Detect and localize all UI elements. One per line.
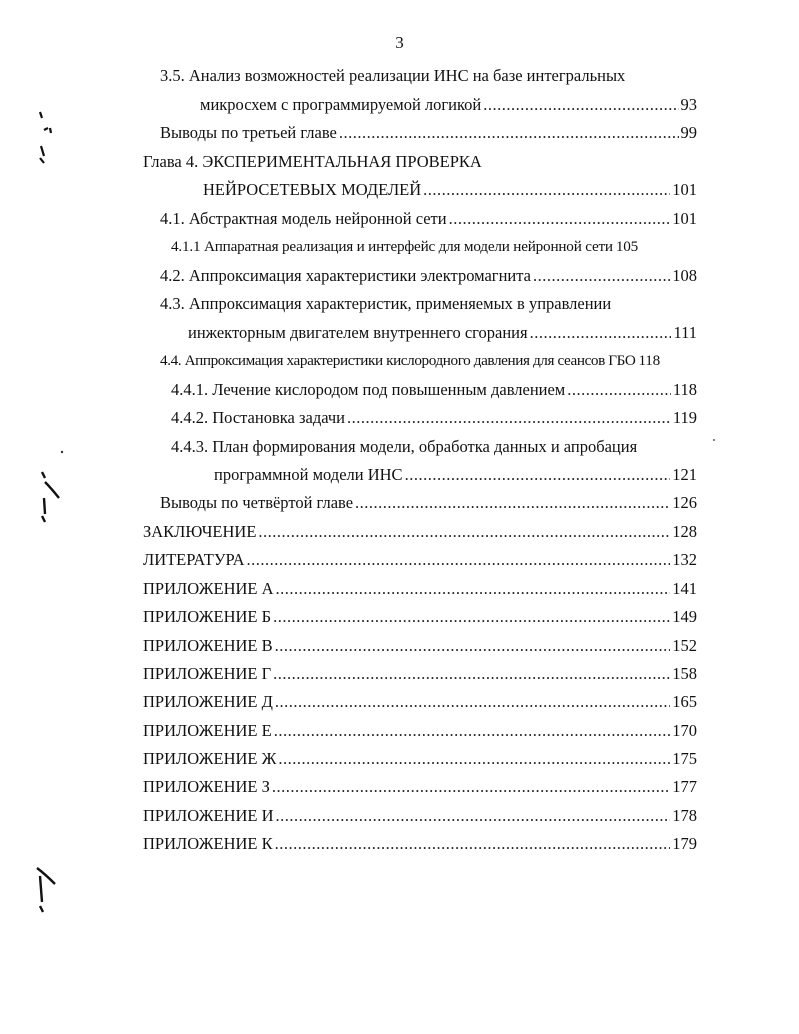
toc-appendix-i[interactable] bbox=[143, 804, 697, 828]
toc-appendix-zh-page: 175 bbox=[672, 749, 697, 768]
toc-3-5-line1[interactable]: 3.5. Анализ возможностей реализации ИНС на базе интегральных bbox=[160, 66, 626, 85]
toc-appendix-z[interactable] bbox=[143, 775, 697, 799]
leader-dots bbox=[423, 178, 670, 202]
leader-dots bbox=[483, 93, 678, 117]
toc-4-4-3-line1[interactable]: 4.4.3. План формирования модели, обработка данных и апробация bbox=[171, 437, 638, 456]
toc-ch4-conclusions[interactable] bbox=[160, 491, 697, 515]
toc-4-3-page: 111 bbox=[673, 323, 697, 342]
leader-dots bbox=[275, 690, 670, 714]
toc-appendix-b-text: ПРИЛОЖЕНИЕ Б bbox=[143, 607, 272, 626]
toc-4-4-page: 118 bbox=[638, 352, 661, 369]
leader-dots bbox=[276, 577, 671, 601]
toc-appendix-z-page: 177 bbox=[672, 777, 697, 796]
toc-ch4-line2-text: НЕЙРОСЕТЕВЫХ МОДЕЛЕЙ bbox=[203, 180, 422, 199]
toc-4-4-3-page: 121 bbox=[672, 465, 697, 484]
toc-ch4-line1[interactable]: Глава 4. ЭКСПЕРИМЕНТАЛЬНАЯ ПРОВЕРКА bbox=[143, 152, 482, 171]
toc-appendix-a-text: ПРИЛОЖЕНИЕ А bbox=[143, 579, 274, 598]
toc-ch3-conclusions-text: Выводы по третьей главе bbox=[160, 123, 337, 142]
toc-4-3-line2[interactable] bbox=[188, 321, 697, 345]
leader-dots bbox=[355, 491, 670, 515]
leader-dots bbox=[258, 520, 670, 544]
toc-4-1-text: 4.1. Абстрактная модель нейронной сети bbox=[160, 209, 447, 228]
toc-3-5-line2-text: микросхем с программируемой логикой bbox=[200, 95, 482, 114]
page-number: 3 bbox=[395, 33, 404, 52]
toc-ch3-conclusions[interactable] bbox=[160, 121, 697, 145]
toc-4-1-page: 101 bbox=[672, 209, 697, 228]
toc-appendix-zh[interactable] bbox=[143, 747, 697, 771]
toc-appendix-k-page: 179 bbox=[672, 834, 697, 853]
scan-artifact-top bbox=[28, 108, 58, 168]
toc-appendix-b[interactable] bbox=[143, 605, 697, 629]
toc-ch4-line2[interactable] bbox=[203, 178, 697, 202]
leader-dots bbox=[530, 321, 672, 345]
toc-conclusion-page: 128 bbox=[672, 522, 697, 541]
toc-4-1-1-page: 105 bbox=[615, 238, 639, 255]
toc-4-3-line1[interactable]: 4.3. Аппроксимация характеристик, применяемых в управлении bbox=[160, 294, 612, 313]
leader-dots bbox=[567, 378, 671, 402]
toc-appendix-d[interactable] bbox=[143, 690, 697, 714]
toc-appendix-v-text: ПРИЛОЖЕНИЕ В bbox=[143, 636, 273, 655]
toc-appendix-a[interactable] bbox=[143, 577, 697, 601]
leader-dots bbox=[274, 719, 671, 743]
toc-appendix-e[interactable] bbox=[143, 719, 697, 743]
toc-appendix-g[interactable] bbox=[143, 662, 697, 686]
toc-appendix-zh-text: ПРИЛОЖЕНИЕ Ж bbox=[143, 749, 277, 768]
scan-artifact-bottom bbox=[32, 862, 72, 922]
toc-4-4-1[interactable] bbox=[171, 378, 697, 402]
toc-appendix-e-text: ПРИЛОЖЕНИЕ Е bbox=[143, 721, 272, 740]
toc-4-4-1-text: 4.4.1. Лечение кислородом под повышенным давлением bbox=[171, 380, 566, 399]
toc-3-5-page: 93 bbox=[680, 95, 697, 114]
leader-dots bbox=[275, 634, 671, 658]
leader-dots bbox=[347, 406, 671, 430]
leader-dots bbox=[247, 548, 671, 572]
toc-4-1-1-text: 4.1.1 Аппаратная реализация и интерфейс для модели нейронной сети bbox=[171, 238, 613, 255]
toc-appendix-k-text: ПРИЛОЖЕНИЕ К bbox=[143, 834, 273, 853]
toc-4-1[interactable] bbox=[160, 207, 697, 231]
toc-ch3-conclusions-page: 99 bbox=[680, 123, 697, 142]
toc-appendix-a-page: 141 bbox=[672, 579, 697, 598]
leader-dots bbox=[275, 832, 671, 856]
leader-dots bbox=[449, 207, 671, 231]
toc-literature-page: 132 bbox=[672, 550, 697, 569]
toc-4-4-text: 4.4. Аппроксимация характеристики кислородного давления для сеансов ГБО bbox=[160, 352, 636, 369]
toc-4-3-line2-text: инжекторным двигателем внутреннего сгорания bbox=[188, 323, 528, 342]
toc-appendix-d-text: ПРИЛОЖЕНИЕ Д bbox=[143, 692, 273, 711]
leader-dots bbox=[273, 605, 670, 629]
toc-conclusion[interactable] bbox=[143, 520, 697, 544]
leader-dots bbox=[272, 775, 670, 799]
toc-4-2-page: 108 bbox=[672, 266, 697, 285]
toc-appendix-d-page: 165 bbox=[672, 692, 697, 711]
toc-4-4-2[interactable] bbox=[171, 406, 697, 430]
toc-4-4-2-page: 119 bbox=[672, 408, 697, 427]
toc-4-4-1-page: 118 bbox=[672, 380, 697, 399]
toc-4-4-3-line2[interactable] bbox=[214, 463, 697, 487]
toc-appendix-i-page: 178 bbox=[672, 806, 697, 825]
toc-4-1-1[interactable] bbox=[171, 235, 697, 259]
scan-artifact-middle bbox=[30, 468, 70, 533]
toc-4-2-text: 4.2. Аппроксимация характеристики электромагнита bbox=[160, 266, 531, 285]
toc-ch4-page: 101 bbox=[672, 180, 697, 199]
toc-conclusion-text: ЗАКЛЮЧЕНИЕ bbox=[143, 522, 257, 541]
toc-appendix-k[interactable] bbox=[143, 832, 697, 856]
toc-appendix-v[interactable] bbox=[143, 634, 697, 658]
toc-4-4-2-text: 4.4.2. Постановка задачи bbox=[171, 408, 345, 427]
leader-dots bbox=[273, 662, 670, 686]
leader-dots bbox=[339, 121, 679, 145]
toc-4-4[interactable] bbox=[160, 349, 697, 373]
toc-ch4-conclusions-text: Выводы по четвёртой главе bbox=[160, 493, 354, 512]
leader-dots bbox=[533, 264, 670, 288]
toc-literature-text: ЛИТЕРАТУРА bbox=[143, 550, 245, 569]
toc-appendix-z-text: ПРИЛОЖЕНИЕ З bbox=[143, 777, 270, 796]
toc-ch4-conclusions-page: 126 bbox=[672, 493, 697, 512]
toc-appendix-g-page: 158 bbox=[672, 664, 697, 683]
toc-3-5-line2[interactable] bbox=[200, 93, 697, 117]
scan-speck bbox=[710, 436, 718, 444]
toc-4-4-3-line2-text: программной модели ИНС bbox=[214, 465, 403, 484]
toc-appendix-v-page: 152 bbox=[672, 636, 697, 655]
leader-dots bbox=[276, 804, 671, 828]
toc-4-2[interactable] bbox=[160, 264, 697, 288]
toc-literature[interactable] bbox=[143, 548, 697, 572]
toc-appendix-e-page: 170 bbox=[672, 721, 697, 740]
toc-appendix-i-text: ПРИЛОЖЕНИЕ И bbox=[143, 806, 274, 825]
scan-speck bbox=[58, 448, 66, 456]
leader-dots bbox=[278, 747, 670, 771]
toc-appendix-g-text: ПРИЛОЖЕНИЕ Г bbox=[143, 664, 272, 683]
toc-appendix-b-page: 149 bbox=[672, 607, 697, 626]
leader-dots bbox=[405, 463, 671, 487]
